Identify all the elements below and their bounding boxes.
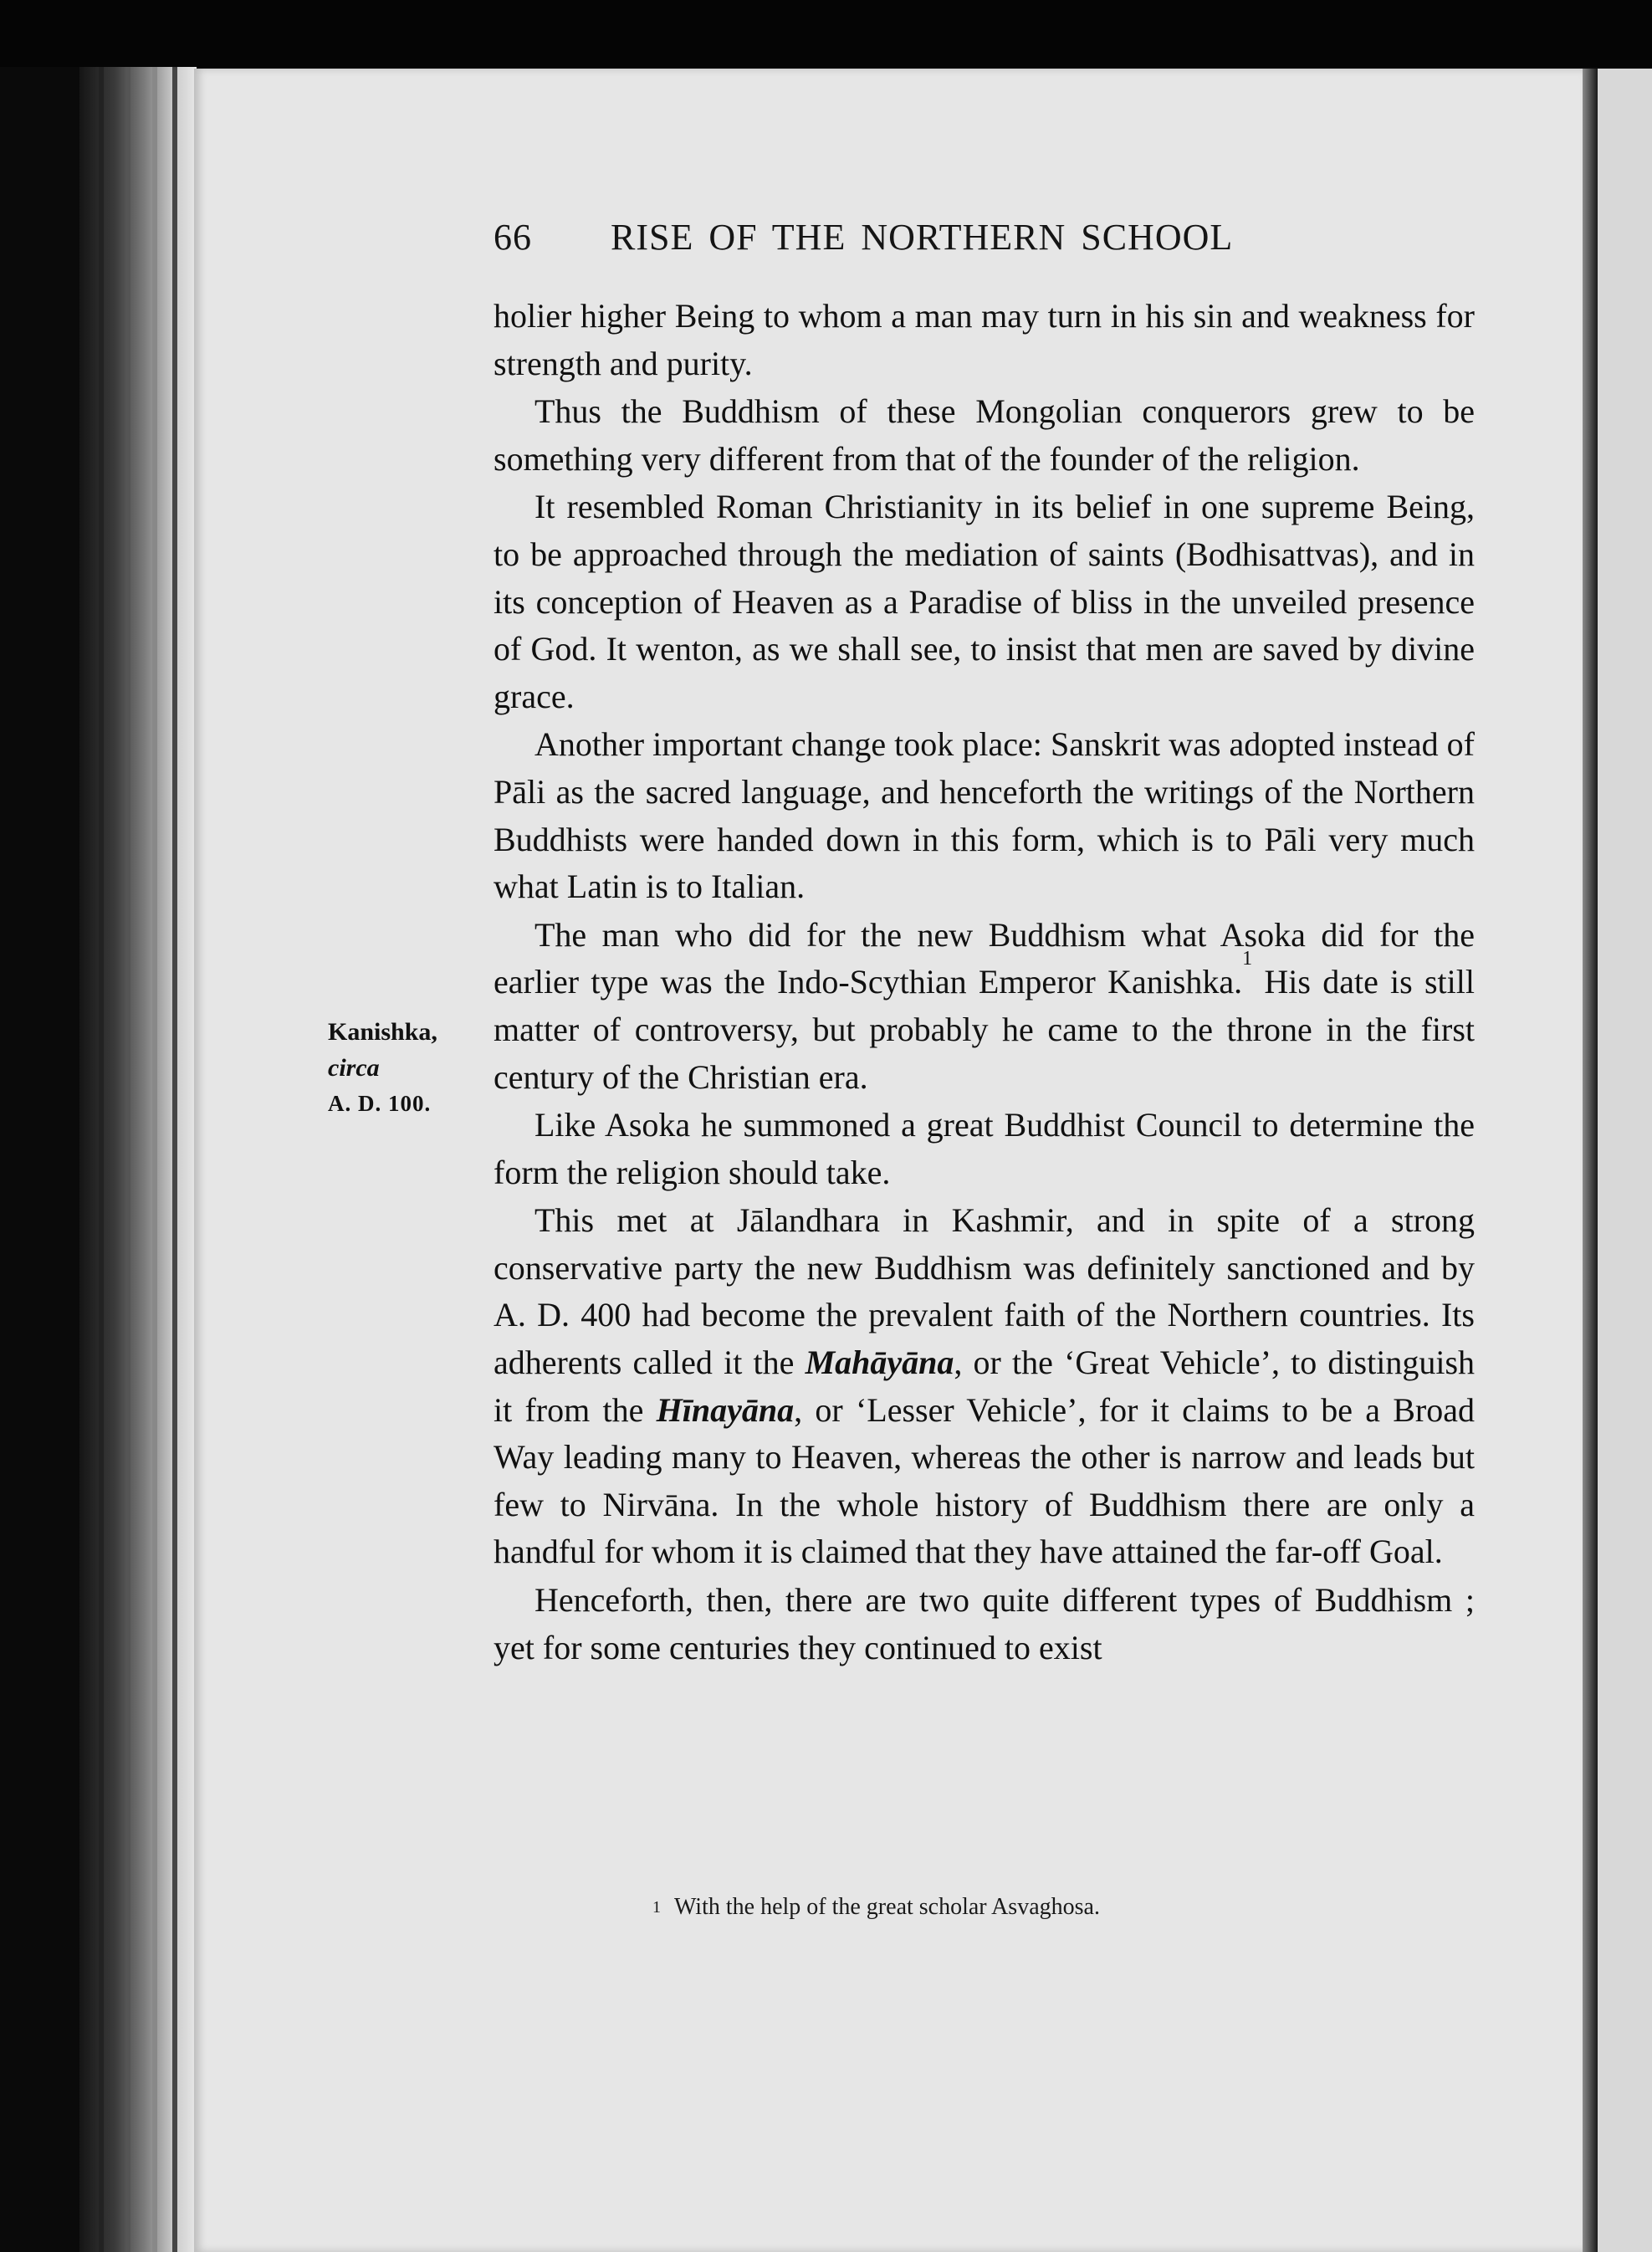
body-text	[494, 293, 1475, 1672]
term-hinayana: Hīnayāna	[656, 1390, 795, 1429]
footnote	[652, 1892, 1405, 1922]
running-head	[494, 216, 1363, 266]
chapter-title: RISE OF THE NORTHERN SCHOOL	[611, 217, 1234, 258]
footnote-reference[interactable]: 1	[1242, 948, 1253, 970]
paragraph-text: His date is still matter of controversy, but probably he came to the throne in the first century of the Christian era.	[494, 963, 1475, 1096]
book-spine-edge	[79, 67, 197, 2252]
paragraph-text: The man who did for the new Buddhism what Asoka did for the earlier type was the Indo-Scythian Emperor Kanishka.	[494, 915, 1475, 1001]
footnote-text: With the help of the great scholar Asvaghosa.	[674, 1894, 1100, 1920]
paragraph	[494, 912, 1475, 1101]
spine-strip	[172, 67, 177, 2252]
paragraph: Thus the Buddhism of these Mongolian conquerors grew to be something very different from that of the founder of the religion.	[494, 392, 1475, 478]
page-number: 66	[494, 217, 532, 258]
paragraph-text: This met at Jālandhara in Kashmir, and in spite of a strong conservative party the new Buddhism was definitely sanctioned and by	[494, 1201, 1475, 1287]
paragraph: Another important change took place: Sanskrit was adopted instead of Pāli as the sacred language, and henceforth the writings of the Northern Buddhists were handed down in this form, which is to Pāli very much what Latin is to Italian.	[494, 725, 1475, 906]
term-mahayana: Mahāyāna	[805, 1344, 954, 1382]
spine-strip	[99, 67, 104, 2252]
spine-strip	[152, 67, 157, 2252]
spine-strip	[125, 67, 130, 2252]
era-abbreviation: A. D.	[494, 1296, 570, 1334]
marginal-note-date: A. D. 100.	[328, 1091, 432, 1116]
marginal-note-circa: circa	[328, 1054, 380, 1082]
paragraph: Like Asoka he summoned a great Buddhist Council to determine the form the religion should take.	[494, 1106, 1475, 1191]
paragraph-text: , or the ‘Great Vehicle’, to distinguish it from the	[494, 1344, 1476, 1429]
page-gutter-right	[1583, 69, 1598, 2252]
facing-page-edge	[1598, 69, 1652, 2252]
paragraph: Henceforth, then, there are two quite different types of Buddhism ; yet for some centuries they continued to exist	[494, 1581, 1475, 1666]
footnote-mark: 1	[652, 1898, 661, 1917]
paragraph	[494, 1197, 1475, 1576]
scan-background-top	[0, 0, 1652, 67]
paragraph: holier higher Being to whom a man may turn in his sin and weakness for strength and purity.	[494, 297, 1475, 382]
paragraph: It resembled Roman Christianity in its belief in one supreme Being, to be approached through the mediation of saints (Bodhisattvas), and in its conception of Heaven as a Paradise of bliss in the unveiled presence of God. It wenton, as we shall see, to insist that men are saved by divine grace.	[494, 488, 1475, 715]
marginal-note	[328, 1014, 474, 1122]
paragraph-text: , or ‘Lesser Vehicle’, for it claims to be a Broad Way leading many to Heaven, whereas the other is narrow and leads but few to Nirvāna. In the whole history of Buddhism there are only a handful for whom it is claimed that they have attained the far-off Goal.	[494, 1390, 1475, 1571]
marginal-note-name: Kanishka,	[328, 1018, 437, 1046]
paragraph-text: 400 had become the prevalent faith of the Northern countries. Its adherents called it the	[494, 1296, 1475, 1382]
